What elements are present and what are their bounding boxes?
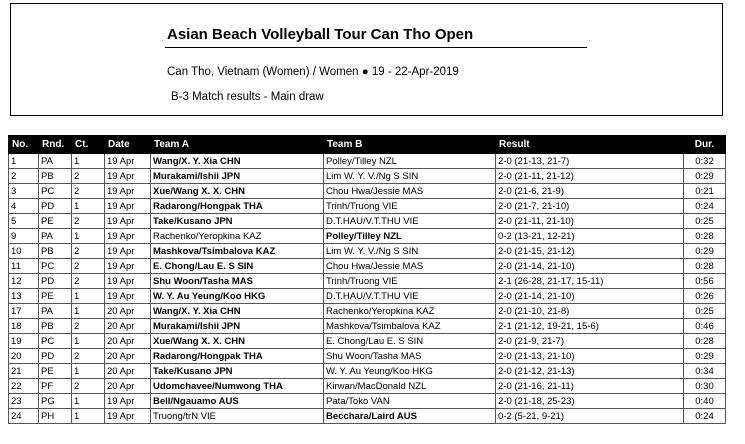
cell-team-a: Truong/trN VIE bbox=[151, 409, 324, 424]
col-header-round: Rnd. bbox=[39, 136, 72, 154]
cell-team-a: Take/Kusano JPN bbox=[151, 364, 324, 379]
cell-date: 19 Apr bbox=[105, 229, 151, 244]
cell-round: PA bbox=[39, 229, 72, 244]
cell-team-b: E. Chong/Lau E. S SIN bbox=[324, 334, 496, 349]
event-subtitle: Can Tho, Vietnam (Women) / Women ● 19 - 22-Apr-2019 bbox=[167, 66, 459, 78]
cell-date: 20 Apr bbox=[105, 319, 151, 334]
cell-no: 10 bbox=[9, 244, 39, 259]
cell-court: 2 bbox=[72, 259, 105, 274]
cell-team-b: Lim W. Y. V./Ng S SIN bbox=[324, 169, 496, 184]
cell-date: 19 Apr bbox=[105, 289, 151, 304]
cell-date: 20 Apr bbox=[105, 364, 151, 379]
cell-date: 20 Apr bbox=[105, 304, 151, 319]
cell-duration: 0:26 bbox=[684, 289, 726, 304]
cell-no: 23 bbox=[9, 394, 39, 409]
cell-round: PD bbox=[39, 349, 72, 364]
cell-date: 19 Apr bbox=[105, 214, 151, 229]
cell-court: 1 bbox=[72, 289, 105, 304]
cell-result: 2-0 (21-13, 21-7) bbox=[496, 154, 684, 169]
cell-date: 19 Apr bbox=[105, 244, 151, 259]
cell-court: 1 bbox=[72, 334, 105, 349]
cell-date: 19 Apr bbox=[105, 199, 151, 214]
cell-court: 1 bbox=[72, 304, 105, 319]
cell-team-a: Udomchavee/Numwong THA bbox=[151, 379, 324, 394]
cell-round: PH bbox=[39, 409, 72, 424]
cell-team-a: Shu Woon/Tasha MAS bbox=[151, 274, 324, 289]
table-row bbox=[9, 199, 726, 214]
table-row bbox=[9, 229, 726, 244]
cell-team-b: Chou Hwa/Jessie MAS bbox=[324, 184, 496, 199]
cell-court: 2 bbox=[72, 214, 105, 229]
cell-no: 4 bbox=[9, 199, 39, 214]
table-row bbox=[9, 184, 726, 199]
cell-court: 2 bbox=[72, 379, 105, 394]
cell-round: PB bbox=[39, 244, 72, 259]
cell-no: 5 bbox=[9, 214, 39, 229]
cell-team-b: Kirwan/MacDonald NZL bbox=[324, 379, 496, 394]
cell-duration: 0:56 bbox=[684, 274, 726, 289]
cell-no: 2 bbox=[9, 169, 39, 184]
section-label: B-3 Match results - Main draw bbox=[171, 91, 324, 103]
table-row bbox=[9, 244, 726, 259]
cell-date: 19 Apr bbox=[105, 259, 151, 274]
cell-team-b: Rachenko/Yeropkina KAZ bbox=[324, 304, 496, 319]
table-row bbox=[9, 289, 726, 304]
cell-court: 2 bbox=[72, 244, 105, 259]
cell-round: PC bbox=[39, 334, 72, 349]
cell-team-a: Mashkova/Tsimbalova KAZ bbox=[151, 244, 324, 259]
cell-duration: 0:34 bbox=[684, 364, 726, 379]
cell-result: 2-0 (21-11, 21-10) bbox=[496, 214, 684, 229]
cell-court: 2 bbox=[72, 274, 105, 289]
cell-duration: 0:25 bbox=[684, 214, 726, 229]
cell-team-a: Rachenko/Yeropkina KAZ bbox=[151, 229, 324, 244]
cell-result: 2-0 (21-18, 25-23) bbox=[496, 394, 684, 409]
cell-date: 19 Apr bbox=[105, 274, 151, 289]
cell-date: 20 Apr bbox=[105, 379, 151, 394]
cell-round: PE bbox=[39, 214, 72, 229]
cell-result: 0-2 (13-21, 12-21) bbox=[496, 229, 684, 244]
cell-duration: 0:29 bbox=[684, 169, 726, 184]
cell-result: 2-0 (21-9, 21-7) bbox=[496, 334, 684, 349]
cell-round: PE bbox=[39, 364, 72, 379]
cell-team-a: Xue/Wang X. X. CHN bbox=[151, 184, 324, 199]
cell-result: 2-0 (21-13, 21-10) bbox=[496, 349, 684, 364]
table-row bbox=[9, 259, 726, 274]
title-underline bbox=[165, 47, 587, 48]
cell-date: 20 Apr bbox=[105, 349, 151, 364]
cell-court: 1 bbox=[72, 394, 105, 409]
cell-team-a: Radarong/Hongpak THA bbox=[151, 199, 324, 214]
cell-no: 12 bbox=[9, 274, 39, 289]
results-table bbox=[8, 135, 726, 424]
table-row bbox=[9, 169, 726, 184]
cell-team-a: Bell/Ngauamo AUS bbox=[151, 394, 324, 409]
cell-date: 19 Apr bbox=[105, 169, 151, 184]
table-row bbox=[9, 214, 726, 229]
table-row bbox=[9, 394, 726, 409]
table-header-row bbox=[9, 136, 726, 154]
cell-date: 20 Apr bbox=[105, 334, 151, 349]
cell-team-b: Shu Woon/Tasha MAS bbox=[324, 349, 496, 364]
cell-no: 24 bbox=[9, 409, 39, 424]
table-row bbox=[9, 409, 726, 424]
cell-court: 2 bbox=[72, 169, 105, 184]
cell-team-a: Xue/Wang X. X. CHN bbox=[151, 334, 324, 349]
cell-round: PB bbox=[39, 319, 72, 334]
cell-no: 18 bbox=[9, 319, 39, 334]
cell-round: PG bbox=[39, 394, 72, 409]
table-row bbox=[9, 319, 726, 334]
cell-result: 2-0 (21-6, 21-9) bbox=[496, 184, 684, 199]
cell-date: 19 Apr bbox=[105, 409, 151, 424]
cell-team-b: Trinh/Truong VIE bbox=[324, 274, 496, 289]
cell-team-a: Murakami/Ishii JPN bbox=[151, 319, 324, 334]
cell-duration: 0:46 bbox=[684, 319, 726, 334]
cell-no: 21 bbox=[9, 364, 39, 379]
cell-court: 1 bbox=[72, 409, 105, 424]
cell-duration: 0:32 bbox=[684, 154, 726, 169]
table-row bbox=[9, 379, 726, 394]
cell-court: 1 bbox=[72, 154, 105, 169]
cell-round: PD bbox=[39, 199, 72, 214]
cell-result: 2-0 (21-16, 21-11) bbox=[496, 379, 684, 394]
cell-date: 19 Apr bbox=[105, 154, 151, 169]
cell-date: 19 Apr bbox=[105, 394, 151, 409]
table-row bbox=[9, 349, 726, 364]
cell-team-a: Wang/X. Y. Xia CHN bbox=[151, 304, 324, 319]
cell-duration: 0:30 bbox=[684, 379, 726, 394]
cell-result: 2-0 (21-15, 21-12) bbox=[496, 244, 684, 259]
cell-team-b: D.T.HAU/V.T.THU VIE bbox=[324, 214, 496, 229]
col-header-date: Date bbox=[105, 136, 151, 154]
cell-round: PB bbox=[39, 169, 72, 184]
cell-round: PC bbox=[39, 259, 72, 274]
table-row bbox=[9, 274, 726, 289]
cell-result: 2-0 (21-14, 21-10) bbox=[496, 289, 684, 304]
cell-no: 17 bbox=[9, 304, 39, 319]
page-title: Asian Beach Volleyball Tour Can Tho Open bbox=[167, 26, 474, 43]
cell-round: PC bbox=[39, 184, 72, 199]
cell-round: PE bbox=[39, 289, 72, 304]
cell-team-b: Trinh/Truong VIE bbox=[324, 199, 496, 214]
cell-team-a: E. Chong/Lau E. S SIN bbox=[151, 259, 324, 274]
cell-round: PD bbox=[39, 274, 72, 289]
cell-round: PF bbox=[39, 379, 72, 394]
cell-team-b: W. Y. Au Yeung/Koo HKG bbox=[324, 364, 496, 379]
cell-no: 11 bbox=[9, 259, 39, 274]
cell-court: 1 bbox=[72, 229, 105, 244]
table-row bbox=[9, 334, 726, 349]
cell-result: 2-0 (21-12, 21-13) bbox=[496, 364, 684, 379]
table-row bbox=[9, 364, 726, 379]
cell-no: 19 bbox=[9, 334, 39, 349]
cell-team-b: Lim W. Y. V./Ng S SIN bbox=[324, 244, 496, 259]
cell-team-a: W. Y. Au Yeung/Koo HKG bbox=[151, 289, 324, 304]
cell-result: 2-0 (21-10, 21-8) bbox=[496, 304, 684, 319]
header-box bbox=[10, 3, 723, 116]
cell-court: 2 bbox=[72, 349, 105, 364]
cell-duration: 0:24 bbox=[684, 199, 726, 214]
cell-date: 19 Apr bbox=[105, 184, 151, 199]
cell-team-b: D.T.HAU/V.T.THU VIE bbox=[324, 289, 496, 304]
cell-team-b: Becchara/Laird AUS bbox=[324, 409, 496, 424]
cell-result: 2-0 (21-7, 21-10) bbox=[496, 199, 684, 214]
cell-no: 22 bbox=[9, 379, 39, 394]
cell-round: PA bbox=[39, 154, 72, 169]
cell-duration: 0:40 bbox=[684, 394, 726, 409]
cell-duration: 0:24 bbox=[684, 409, 726, 424]
cell-team-b: Mashkova/Tsimbalova KAZ bbox=[324, 319, 496, 334]
table-row bbox=[9, 304, 726, 319]
cell-team-a: Wang/X. Y. Xia CHN bbox=[151, 154, 324, 169]
cell-duration: 0:21 bbox=[684, 184, 726, 199]
cell-court: 2 bbox=[72, 319, 105, 334]
cell-team-b: Pata/Toko VAN bbox=[324, 394, 496, 409]
cell-result: 2-1 (26-28, 21-17, 15-11) bbox=[496, 274, 684, 289]
cell-team-a: Take/Kusano JPN bbox=[151, 214, 324, 229]
col-header-team-a: Team A bbox=[151, 136, 324, 154]
cell-court: 1 bbox=[72, 199, 105, 214]
cell-team-b: Polley/Tilley NZL bbox=[324, 154, 496, 169]
cell-result: 2-0 (21-14, 21-10) bbox=[496, 259, 684, 274]
cell-result: 0-2 (5-21, 9-21) bbox=[496, 409, 684, 424]
cell-no: 13 bbox=[9, 289, 39, 304]
cell-no: 1 bbox=[9, 154, 39, 169]
col-header-duration: Dur. bbox=[684, 136, 726, 154]
cell-no: 3 bbox=[9, 184, 39, 199]
cell-duration: 0:25 bbox=[684, 304, 726, 319]
cell-round: PA bbox=[39, 304, 72, 319]
col-header-no: No. bbox=[9, 136, 39, 154]
cell-duration: 0:29 bbox=[684, 349, 726, 364]
cell-result: 2-1 (21-12, 19-21, 15-6) bbox=[496, 319, 684, 334]
cell-team-b: Polley/Tilley NZL bbox=[324, 229, 496, 244]
col-header-result: Result bbox=[496, 136, 684, 154]
cell-duration: 0:28 bbox=[684, 259, 726, 274]
cell-team-a: Murakami/Ishii JPN bbox=[151, 169, 324, 184]
cell-no: 20 bbox=[9, 349, 39, 364]
cell-result: 2-0 (21-11, 21-12) bbox=[496, 169, 684, 184]
cell-duration: 0:29 bbox=[684, 244, 726, 259]
col-header-team-b: Team B bbox=[324, 136, 496, 154]
cell-court: 1 bbox=[72, 364, 105, 379]
cell-duration: 0:28 bbox=[684, 229, 726, 244]
cell-team-b: Chou Hwa/Jessie MAS bbox=[324, 259, 496, 274]
cell-no: 9 bbox=[9, 229, 39, 244]
table-row bbox=[9, 154, 726, 169]
cell-duration: 0:28 bbox=[684, 334, 726, 349]
cell-team-a: Radarong/Hongpak THA bbox=[151, 349, 324, 364]
col-header-court: Ct. bbox=[72, 136, 105, 154]
cell-court: 2 bbox=[72, 184, 105, 199]
